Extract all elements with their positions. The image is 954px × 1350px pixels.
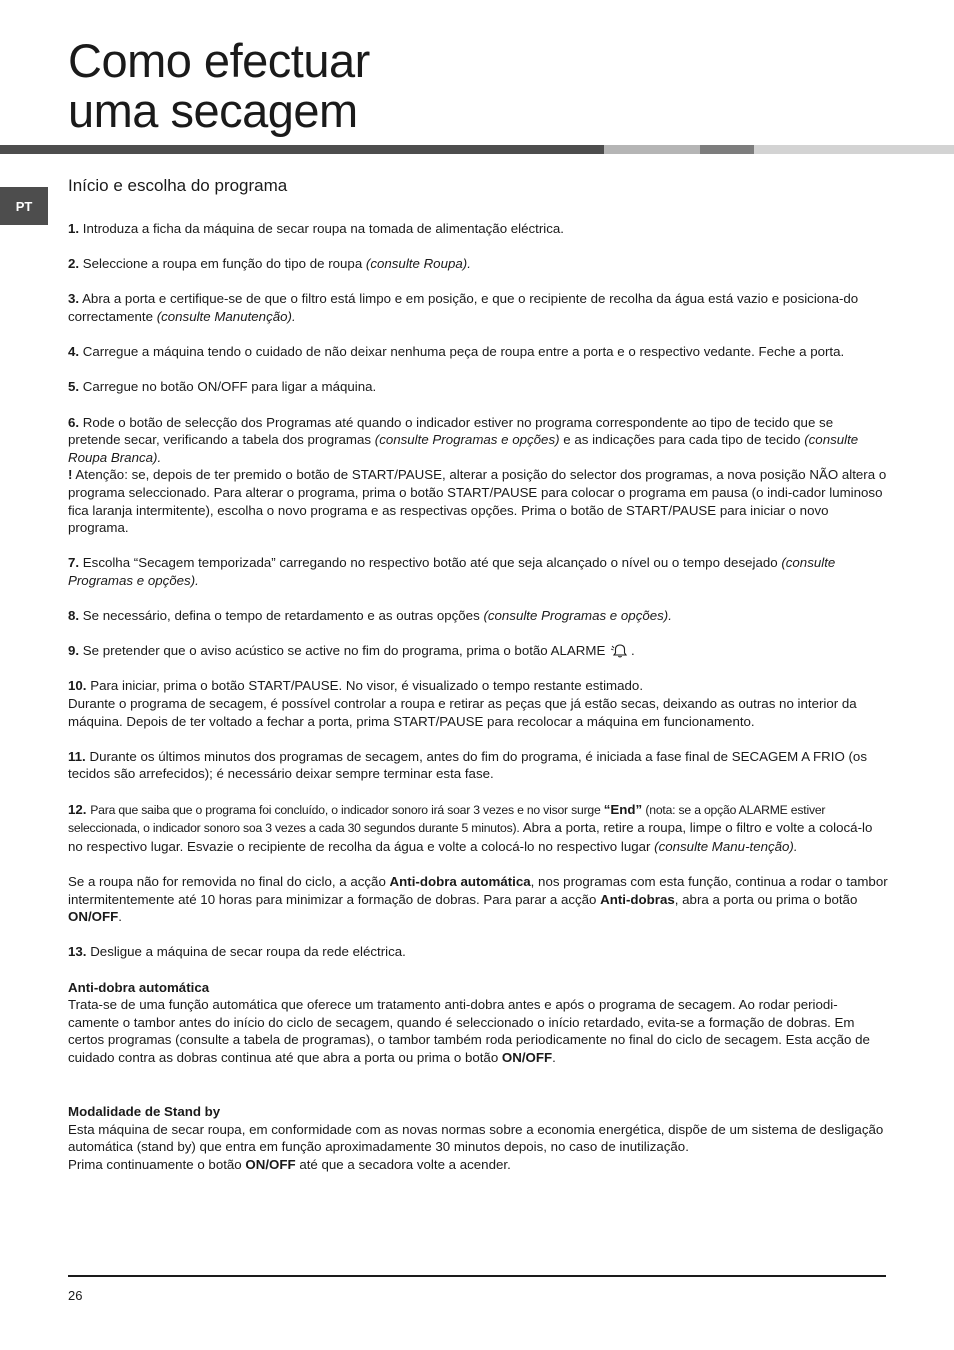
language-tab: PT <box>0 187 48 225</box>
paragraph-text: Trata-se de uma função automática que oferece um tratamento anti-dobra antes e após o programa de secagem. Ao rodar periodi-camente o tambor antes do início do ciclo de secagem, quando é seleccionado o início retardado, evita-se a formação de dobras. Em certos programas (consulte a tabela de programas), o tambor também roda periodicamente no final do ciclo de secagem. Esta acção de cuidado contra as dobras continua até que abra a porta ou prima o botão <box>68 997 870 1065</box>
paragraph-end: . <box>552 1049 556 1065</box>
step-13 <box>68 943 888 961</box>
step-text-2: Durante o programa de secagem, é possível controlar a roupa e retirar as peças que já estão secas, deixando as outras no interior da máquina. Depois de ter voltado a fechar a porta, prima START/PAUSE para recolocar a máquina em funcionamento. <box>68 696 857 729</box>
step-note: (nota: se a opção ALARME estiver seleccionada, o indicador sonoro soa 3 vezes a cada 30 segundos durante 5 minutos). <box>68 802 826 836</box>
step-1 <box>68 220 888 238</box>
paragraph-text: Esta máquina de secar roupa, em conformidade com as novas normas sobre a economia energética, dispõe de um sistema de desligação automática (stand by) que entra em função aproximadamente 30 minutos depois, no caso de inutilização. <box>68 1121 884 1155</box>
step-number: 10. <box>68 678 87 694</box>
step-text: Durante os últimos minutos dos programas de secagem, antes do fim do programa, é iniciada a fase final de SECAGEM A FRIO (os tecidos são arrefecidos); é necessário deixar sempre terminar esta fase. <box>68 748 867 782</box>
step-number: 6. <box>68 414 80 430</box>
footer-rule <box>68 1275 886 1277</box>
paragraph-text-2: Prima continuamente o botão <box>68 1156 246 1172</box>
step-12 <box>68 801 888 856</box>
header-bar-mid <box>700 145 754 154</box>
note-bold-3: ON/OFF <box>68 909 119 925</box>
step-number: 13. <box>68 944 87 960</box>
paragraph-bold: ON/OFF <box>245 1156 296 1172</box>
step-reference: (consulte Programas e opções) <box>483 608 669 624</box>
step-9 <box>68 642 888 660</box>
spacer <box>68 1084 888 1103</box>
warning-mark: ! <box>68 467 73 483</box>
bell-icon <box>609 642 631 658</box>
step-number: 3. <box>68 291 80 307</box>
section-heading: Início e escolha do programa <box>68 176 288 195</box>
step-number: 5. <box>68 379 80 395</box>
step-reference: (consulte Programas e opções) <box>68 555 836 588</box>
step-end: . <box>157 449 162 465</box>
step-11 <box>68 748 888 783</box>
header-bar-dark <box>0 145 604 154</box>
note-text-3: , abra a porta ou prima o botão <box>674 891 858 907</box>
step-number: 7. <box>68 555 80 571</box>
step-end: . <box>793 838 798 854</box>
note-text-2: , nos programas com esta função, continua a rodar o tambor intermitentemente até 10 horas para minimizar a formação de dobras. Para parar a acção <box>68 873 888 907</box>
step-text: Rode o botão de selecção dos Programas até quando o indicador estiver no programa correspondente ao tipo de tecido que se pretende secar, verificando a tabela dos programas <box>68 414 834 448</box>
end-label: “End” <box>603 801 643 817</box>
step-text: Escolha “Secagem temporizada” carregando no respectivo botão até que seja alcançado o nível ou o tempo desejado <box>82 555 782 571</box>
page-title <box>68 36 370 136</box>
header-bar-light <box>604 145 700 154</box>
step-text: Carregue no botão ON/OFF para ligar a máquina. <box>82 379 377 395</box>
step-reference: (consulte Programas e opções) <box>374 432 560 448</box>
step-text: Desligue a máquina de secar roupa da rede eléctrica. <box>90 944 406 960</box>
step-number: 2. <box>68 256 80 272</box>
header-bar-pale <box>754 145 954 154</box>
step-reference: (consulte Roupa) <box>365 256 468 272</box>
step-text: Para que saiba que o programa foi concluído, o indicador sonoro irá soar 3 vezes e no visor surge <box>90 802 604 817</box>
step-number: 1. <box>68 221 80 236</box>
step-number: 4. <box>68 344 80 360</box>
step-text: Introduza a ficha da máquina de secar roupa na tomada de alimentação eléctrica. <box>82 221 564 236</box>
step-end: . <box>668 608 672 624</box>
step-6 <box>68 414 888 537</box>
step-text: Seleccione a roupa em função do tipo de roupa <box>82 256 366 272</box>
title-line-2: uma secagem <box>68 84 358 137</box>
note-end: . <box>118 909 122 925</box>
step-text: Se necessário, defina o tempo de retardamento e as outras opções <box>82 608 484 624</box>
step-end: . <box>631 643 635 659</box>
standby-heading: Modalidade de Stand by <box>68 1104 221 1120</box>
step-text: Abra a porta e certifique-se de que o filtro está limpo e em posição, e que o recipiente de recolha da água está vazio e posiciona-do correctamente <box>68 291 859 324</box>
note-bold-2: Anti-dobras <box>600 891 675 907</box>
step-text: Para iniciar, prima o botão START/PAUSE. No visor, é visualizado o tempo restante estimado. <box>90 678 644 694</box>
step-reference: (consulte Manu-tenção) <box>654 838 794 854</box>
step-2 <box>68 255 888 273</box>
standby-text <box>68 1121 888 1174</box>
step-number: 8. <box>68 608 80 624</box>
anti-dobra-heading: Anti-dobra automática <box>68 979 210 995</box>
main-content <box>68 176 888 1191</box>
step-number: 11. <box>68 748 86 764</box>
step-text-3: Abra a porta, retire a roupa, limpe o filtro e volte a colocá-lo no respectivo lugar. Esvazie o recipiente de recolha da água e volte a colocá-lo no respectivo lugar <box>68 820 873 854</box>
step-text: Se pretender que o aviso acústico se active no fim do programa, prima o botão ALARME <box>82 643 610 659</box>
page-number: 26 <box>68 1288 83 1303</box>
step-text-mid: e as indicações para cada tipo de tecido <box>559 432 805 448</box>
paragraph-text-3: até que a secadora volte a acender. <box>295 1156 511 1172</box>
step-8 <box>68 607 888 625</box>
step-7 <box>68 554 888 589</box>
step-5 <box>68 378 888 396</box>
step-end: . <box>291 308 296 324</box>
paragraph-bold: ON/OFF <box>501 1049 553 1065</box>
warning-text: Atenção: se, depois de ter premido o botão de START/PAUSE, alterar a posição do selector dos programas, a nova posição NÃO altera o programa seleccionado. Para alterar o programa, prima o botão START/PAUSE para colocar o programa em pausa (o indi-cador luminoso fica laranja intermitente), escolha o novo programa e as respectivas opções. Prima o botão de START/PAUSE para iniciar o novo programa. <box>68 467 887 536</box>
step-text: Carregue a máquina tendo o cuidado de não deixar nenhuma peça de roupa entre a porta e o respectivo vedante. Feche a porta. <box>82 344 845 360</box>
anti-dobra-text <box>68 996 888 1066</box>
step-number: 9. <box>68 643 80 659</box>
step-number: 12. <box>68 801 87 817</box>
step-end: . <box>195 572 199 588</box>
step-reference-2: (consulte Roupa Branca) <box>68 432 859 465</box>
note-bold: Anti-dobra automática <box>389 873 531 889</box>
step-10 <box>68 677 888 730</box>
title-line-1: Como efectuar <box>68 34 370 87</box>
note-text: Se a roupa não for removida no final do ciclo, a acção <box>68 873 390 889</box>
step-reference: (consulte Manutenção) <box>156 308 292 324</box>
anti-dobra-note <box>68 873 888 926</box>
step-4 <box>68 343 888 361</box>
step-3 <box>68 290 888 325</box>
step-end: . <box>467 256 471 272</box>
